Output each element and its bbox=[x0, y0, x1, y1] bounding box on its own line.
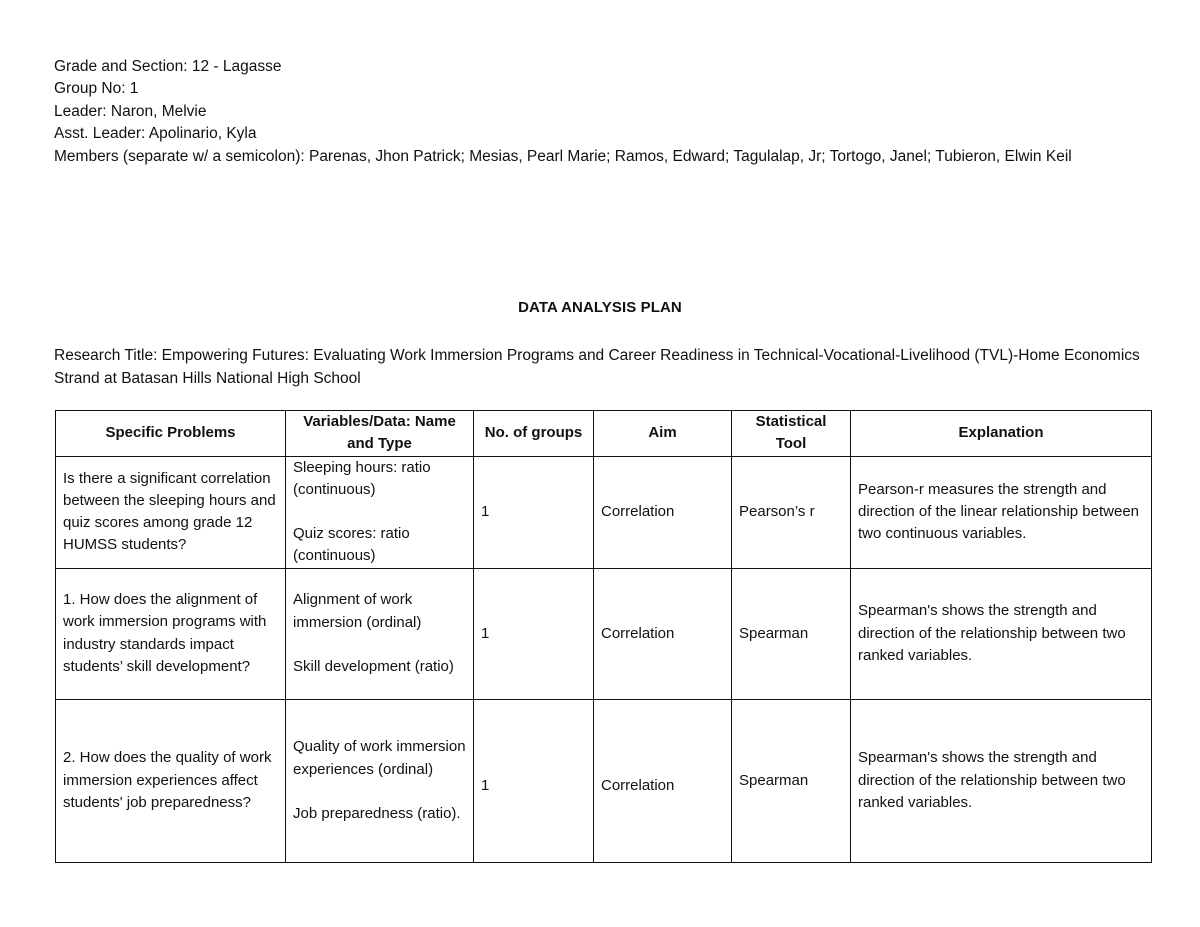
tool-cell: Spearman bbox=[732, 568, 851, 699]
table-row bbox=[56, 568, 1152, 699]
table-header-row bbox=[56, 411, 1152, 457]
groups-cell: 1 bbox=[474, 456, 594, 568]
tool-cell: Spearman bbox=[732, 699, 851, 862]
variable-gap bbox=[293, 781, 466, 803]
aim-cell: Correlation bbox=[594, 456, 732, 568]
leader: Leader: Naron, Melvie bbox=[54, 102, 207, 120]
column-header-specific-problems: Specific Problems bbox=[56, 411, 286, 457]
column-header-no-of-groups-label: No. of groups bbox=[484, 424, 583, 442]
explanation-cell: Spearman's shows the strength and direction of the relationship between two ranked variables. bbox=[851, 699, 1152, 862]
column-header-variables bbox=[286, 411, 474, 457]
variable-2: Quiz scores: ratio (continuous) bbox=[293, 525, 410, 565]
group-number: Group No: 1 bbox=[54, 80, 139, 98]
group-info-block bbox=[54, 56, 1134, 168]
research-title: Research Title: Empowering Futures: Evaluating Work Immersion Programs and Career Readiness in Technical-Vocational-Livelihood (TVL)-Home Economics Strand at Batasan Hills National High School bbox=[54, 347, 1140, 387]
table-row bbox=[56, 699, 1152, 862]
asst-leader: Asst. Leader: Apolinario, Kyla bbox=[54, 125, 257, 143]
members: Members (separate w/ a semicolon): Parenas, Jhon Patrick; Mesias, Pearl Marie; Ramos, Edward; Tagulalap, Jr; Tortogo, Janel; Tubieron, Elwin Keil bbox=[54, 147, 1072, 165]
groups-cell: 1 bbox=[474, 568, 594, 699]
groups-cell: 1 bbox=[474, 699, 594, 862]
column-header-statistical-tool bbox=[732, 411, 851, 457]
column-header-explanation: Explanation bbox=[851, 411, 1152, 457]
document-title: DATA ANALYSIS PLAN bbox=[518, 299, 682, 316]
variable-2: Skill development (ratio) bbox=[293, 657, 454, 675]
data-analysis-table bbox=[55, 410, 1152, 863]
table-row bbox=[56, 456, 1152, 568]
variables-cell bbox=[286, 568, 474, 699]
problem-cell: Is there a significant correlation between the sleeping hours and quiz scores among grade 12 HUMSS students? bbox=[56, 456, 286, 568]
variables-cell bbox=[286, 456, 474, 568]
problem-cell: 1. How does the alignment of work immersion programs with industry standards impact students’ skill development? bbox=[56, 568, 286, 699]
variable-gap bbox=[293, 634, 466, 656]
problem-cell: 2. How does the quality of work immersion experiences affect students' job preparedness? bbox=[56, 699, 286, 862]
aim-cell: Correlation bbox=[594, 699, 732, 862]
aim-cell: Correlation bbox=[594, 568, 732, 699]
grade-section: Grade and Section: 12 - Lagasse bbox=[54, 58, 282, 75]
explanation-cell: Spearman's shows the strength and direction of the relationship between two ranked variables. bbox=[851, 568, 1152, 699]
explanation-cell: Pearson-r measures the strength and direction of the linear relationship between two continuous variables. bbox=[851, 456, 1152, 568]
column-header-aim: Aim bbox=[594, 411, 732, 457]
column-header-no-of-groups bbox=[474, 411, 594, 457]
variable-1: Alignment of work immersion (ordinal) bbox=[293, 591, 422, 631]
tool-cell: Pearson’s r bbox=[732, 456, 851, 568]
variable-gap bbox=[293, 501, 466, 523]
variable-1: Quality of work immersion experiences (ordinal) bbox=[293, 738, 466, 778]
variable-2: Job preparedness (ratio). bbox=[293, 804, 461, 822]
variables-cell bbox=[286, 699, 474, 862]
variable-1: Sleeping hours: ratio (continuous) bbox=[293, 458, 431, 498]
column-header-statistical-tool-label: Statistical Tool bbox=[755, 413, 827, 453]
column-header-variables-label: Variables/Data: Name and Type bbox=[303, 413, 456, 453]
